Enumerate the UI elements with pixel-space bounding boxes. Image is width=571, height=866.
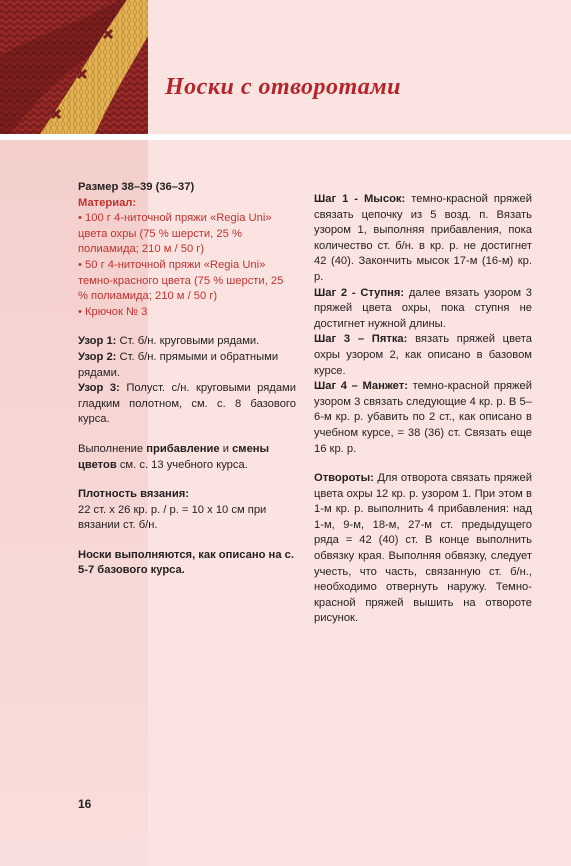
material-item: • 100 г 4-ниточной пряжи «Regia Uni» цвета охры (75 % шерсти, 25 % полиамида; 210 м / 50 г) [78, 212, 272, 256]
pattern-2: Узор 2: Ст. б/н. прямыми и обратными рядами. [78, 350, 279, 379]
pattern-1: Узор 1: Ст. б/н. круговыми рядами. [78, 335, 260, 348]
material-heading: Материал: [78, 196, 137, 209]
right-column [314, 192, 532, 627]
left-column [78, 180, 296, 579]
pattern-3: Узор 3: Полуст. с/н. круговыми рядами гладким полотном, см. с. 8 базового курса. [78, 382, 296, 426]
step-2: Шаг 2 - Ступня: далее вязать узором 3 пряжей цвета охры, пока ступня не достигнет нужной длины. [314, 286, 532, 330]
execution-note: Выполнение прибавление и смены цветов см. с. 13 учебного курса. [78, 442, 270, 471]
cuffs-section: Отвороты: Для отворота связать пряжей цвета охры 12 кр. р. узором 1. При этом в 1-м кр. р. выполнить 4 прибавления: над 1-м, 9-м, 18-м, 27-м ст. предыдущего ряда = 42 (40) ст. В конце выполнить обвязку края. Выполняя обвязку, следует учесть, что часть, связанную ст. б/н., необходимо отвернуть наружу. Темно-красной пряжей вышить на отвороте рисунок. [314, 472, 532, 625]
page-number: 16 [78, 797, 92, 811]
page-title: Носки с отворотами [165, 74, 402, 100]
knitted-socks-photo [0, 0, 148, 134]
step-4: Шаг 4 – Манжет: темно-красной пряжей узором 3 связать следующие 4 кр. р. В 5–6-м кр. р. убавить по 2 ст., как описано в учебном курсе, = 38 (36) ст. Связать еще 16 кр. р. [314, 380, 532, 455]
materials-list [78, 211, 296, 320]
material-item: • Крючок № 3 [78, 305, 148, 318]
header [0, 0, 571, 134]
material-item: • 50 г 4-ниточной пряжи «Regia Uni» темно-красного цвета (75 % шерсти, 25 % полиамида; 210 м / 50 г) [78, 258, 284, 303]
final-note: Носки выполняются, как описано на с. 5-7 базового курса. [78, 548, 294, 577]
size-heading: Размер 38–39 (36–37) [78, 181, 195, 193]
step-1: Шаг 1 - Мысок: темно-красной пряжей связать цепочку из 5 возд. п. Вязать узором 1, выполняя прибавления, пока количество ст. б/н. в кр. р. не достигнет 42 (40). Закончить мысок 17-м (16-м) кр. р. [314, 193, 532, 283]
density-text: 22 ст. x 26 кр. р. / р. = 10 x 10 см при вязании ст. б/н. [78, 503, 267, 532]
step-3: Шаг 3 – Пятка: вязать пряжей цвета охры узором 2, как описано в базовом курсе. [314, 333, 532, 377]
knitted-socks-image [0, 0, 148, 134]
density-heading: Плотность вязания: [78, 488, 189, 501]
